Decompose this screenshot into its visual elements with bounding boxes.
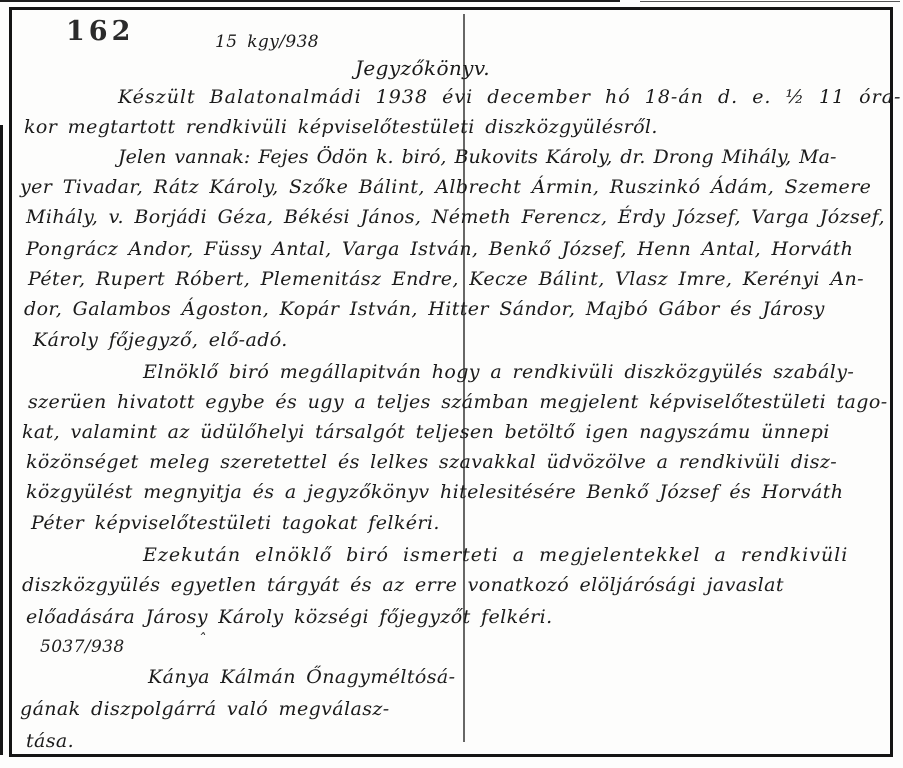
scan-artifact-top-line-right [640, 1, 900, 2]
insertion-mark: ˆ [198, 630, 206, 648]
scan-artifact-top-line [0, 0, 620, 2]
document-title: Jegyzőkönyv. [355, 56, 490, 80]
handwritten-line: tása. [26, 730, 75, 752]
handwritten-line: közönséget meleg szeretettel és lelkes szavakkal üdvözölve a rendkivüli disz- [26, 451, 838, 473]
handwritten-line: Jelen vannak: Fejes Ödön k. biró, Bukovits Károly, dr. Drong Mihály, Ma- [118, 146, 837, 168]
handwritten-line: Kánya Kálmán Őnagyméltósá- [148, 666, 456, 688]
handwritten-line: közgyülést megnyitja és a jegyzőkönyv hitelesitésére Benkő József és Horváth [26, 481, 844, 503]
handwritten-line: szerüen hivatott egybe és ugy a teljes számban megjelent képviselőtestületi tago- [28, 391, 888, 413]
handwritten-line: Péter, Rupert Róbert, Plemenitász Endre, Kecze Bálint, Vlasz Imre, Kerényi An- [28, 268, 864, 290]
handwritten-line: kor megtartott rendkivüli képviselőtestületi diszközgyülésről. [24, 116, 658, 138]
handwritten-line: Készült Balatonalmádi 1938 évi december hó 18-án d. e. ½ 11 óra- [118, 86, 902, 108]
file-number: 5037/938 [40, 637, 125, 657]
scan-artifact-left-edge [0, 125, 3, 755]
handwritten-line: Elnöklő biró megállapitván hogy a rendkivüli diszközgyülés szabály- [143, 361, 855, 383]
handwritten-line: előadására Járosy Károly községi főjegyzőt felkéri. [26, 606, 553, 628]
handwritten-line: dor, Galambos Ágoston, Kopár István, Hitter Sándor, Majbó Gábor és Járosy [24, 298, 825, 320]
handwritten-line: yer Tivadar, Rátz Károly, Szőke Bálint, Albrecht Ármin, Ruszinkó Ádám, Szemere [20, 176, 872, 198]
handwritten-line: kat, valamint az üdülőhelyi társalgót teljesen betöltő igen nagyszámu ünnepi [22, 421, 830, 443]
handwritten-line: Ezekután elnöklő biró ismerteti a megjelentekkel a rendkivüli [143, 544, 849, 566]
handwritten-line: Péter képviselőtestületi tagokat felkéri. [31, 512, 440, 534]
handwritten-line: gának diszpolgárrá való megválasz- [20, 698, 390, 720]
handwritten-line: Mihály, v. Borjádi Géza, Békési János, Németh Ferencz, Érdy József, Varga József, [26, 206, 885, 228]
handwritten-line: Pongrácz Andor, Füssy Antal, Varga István, Benkő József, Henn Antal, Horváth [26, 238, 854, 260]
handwritten-line: Károly főjegyző, elő-adó. [33, 329, 288, 351]
printed-page-number: 162 [66, 16, 135, 47]
handwritten-line: diszközgyülés egyetlen tárgyát és az erre vonatkozó elöljárósági javaslat [22, 574, 784, 596]
reference-number: 15 kgy/938 [215, 32, 319, 52]
